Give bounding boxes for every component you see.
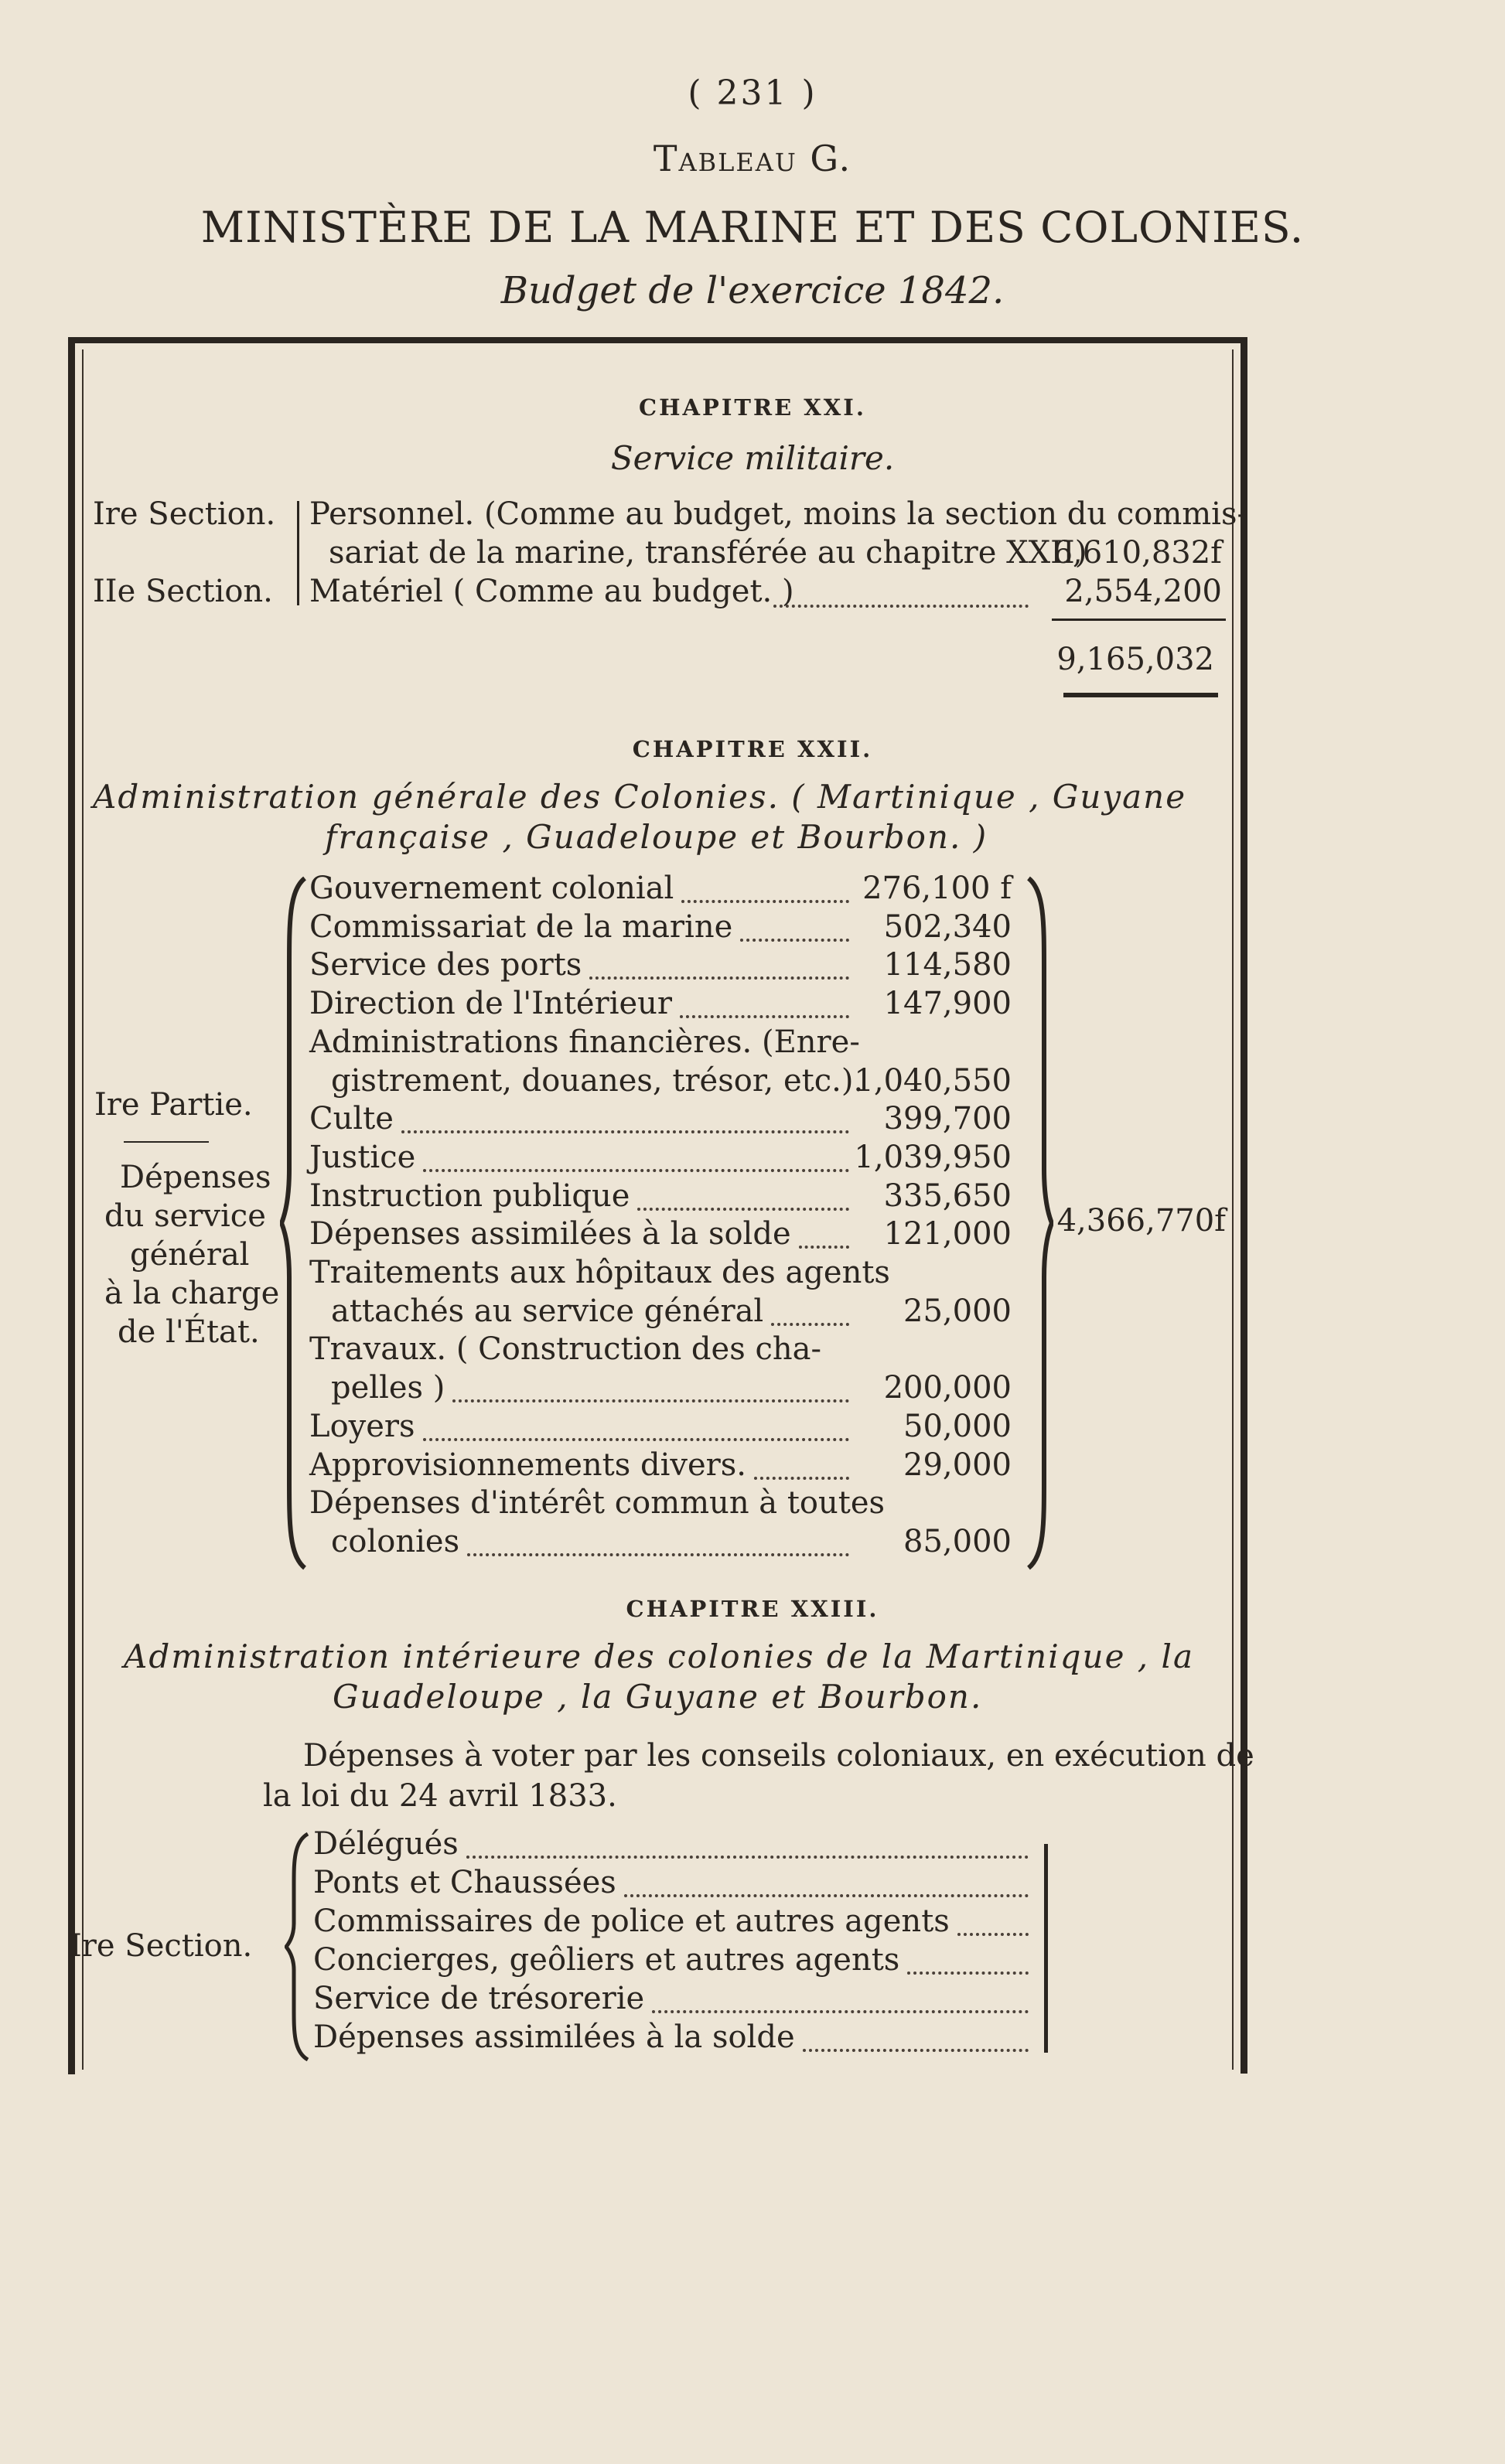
ch23-item-label: Délégués — [313, 1826, 459, 1862]
ch21-sum-rule — [1052, 619, 1226, 621]
ch23-left-brace — [285, 1831, 312, 2063]
ch22-item-label: colonies — [331, 1524, 460, 1559]
ch23-section-label: Ire Section. — [70, 1928, 253, 1964]
ch23-right-bracket — [1044, 1844, 1048, 2053]
ch22-part-desc-1: Dépenses — [120, 1160, 271, 1195]
ch22-part-desc-5: de l'État. — [118, 1314, 260, 1350]
ch22-item-label: Gouvernement colonial — [309, 871, 674, 906]
ch22-item-leader — [681, 900, 849, 903]
chapter-22-subtitle-1: Administration générale des Colonies. ( Martinique , Guyane — [93, 778, 1187, 816]
ch23-item-label: Dépenses assimilées à la solde — [313, 2019, 795, 2055]
ch22-item-label: Travaux. ( Construction des cha- — [309, 1331, 821, 1367]
ch22-item-label: attachés au service général — [331, 1293, 764, 1329]
ministry-title: MINISTÈRE DE LA MARINE ET DES COLONIES. — [200, 203, 1305, 252]
page-number: ( 231 ) — [688, 73, 817, 113]
ch22-item-value: 1,040,550 — [854, 1063, 1012, 1099]
ch22-item-label: Dépenses d'intérêt commun à toutes — [309, 1485, 886, 1521]
table-label: Tableau G. — [653, 138, 852, 179]
ch22-item-label: Approvisionnements divers. — [309, 1447, 746, 1483]
table-frame-left — [68, 339, 75, 2074]
ch22-item-value: 399,700 — [883, 1101, 1012, 1137]
ch23-item-leader — [957, 1933, 1029, 1936]
ch23-item-label: Concierges, geôliers et autres agents — [313, 1942, 900, 1978]
ch22-item-leader — [589, 976, 849, 980]
ch22-part-desc-3: général — [130, 1237, 250, 1273]
budget-title: Budget de l'exercice 1842. — [500, 269, 1005, 312]
ch22-item-label: Traitements aux hôpitaux des agents — [309, 1255, 890, 1290]
ch22-item-leader — [637, 1208, 849, 1211]
ch21-materiel-value: 2,554,200 — [1064, 574, 1222, 609]
ch21-materiel-leader — [773, 605, 1029, 608]
ch21-total-double-rule — [1063, 693, 1218, 697]
ch22-part-desc-2: du service — [104, 1198, 266, 1234]
chapter-22-subtitle-2: française , Guadeloupe et Bourbon. ) — [325, 818, 988, 856]
ch22-part-rule — [124, 1141, 209, 1143]
ch23-item-leader — [803, 2049, 1029, 2052]
ch22-item-label: pelles ) — [331, 1370, 445, 1406]
ch22-item-leader — [467, 1553, 849, 1556]
ch22-right-brace — [1022, 875, 1053, 1571]
ch22-item-leader — [680, 1015, 849, 1018]
ch22-item-value: 1,039,950 — [854, 1140, 1012, 1175]
table-frame-top — [68, 337, 1247, 343]
ch22-item-leader — [771, 1323, 849, 1326]
ch22-item-label: Commissariat de la marine — [309, 909, 733, 945]
ch22-item-value: 502,340 — [883, 909, 1012, 945]
ch22-item-value: 29,000 — [903, 1447, 1012, 1483]
ch22-item-value: 25,000 — [903, 1293, 1012, 1329]
ch21-section-2: IIe Section. — [93, 574, 273, 609]
ch22-item-leader — [452, 1399, 849, 1402]
ch23-item-leader — [652, 2010, 1029, 2013]
ch23-item-label: Service de trésorerie — [313, 1981, 645, 2016]
ch21-section-1: Ire Section. — [93, 496, 276, 532]
table-frame-inner-left — [82, 349, 84, 2070]
ch21-personnel-value: 6,610,832f — [1053, 535, 1222, 571]
ch22-item-value: 276,100 f — [862, 871, 1012, 906]
ch22-item-value: 121,000 — [883, 1216, 1012, 1252]
ch22-item-label: Loyers — [309, 1409, 415, 1444]
ch22-left-brace — [280, 875, 311, 1571]
chapter-23-title: CHAPITRE XXIII. — [626, 1596, 879, 1622]
ch22-item-value: 200,000 — [883, 1370, 1012, 1406]
chapter-23-intro-2: la loi du 24 avril 1833. — [263, 1778, 617, 1814]
table-frame-right — [1241, 342, 1247, 2074]
ch22-item-leader — [799, 1246, 849, 1249]
ch21-section-divider — [297, 501, 299, 605]
chapter-21-title: CHAPITRE XXI. — [639, 394, 866, 421]
table-frame-inner-right — [1232, 349, 1234, 2070]
ch22-item-leader — [740, 939, 849, 942]
ch21-materiel-label: Matériel ( Comme au budget. ) — [309, 574, 794, 609]
ch23-item-label: Ponts et Chaussées — [313, 1865, 616, 1900]
ch22-item-leader — [423, 1438, 849, 1441]
ch22-item-value: 85,000 — [903, 1524, 1012, 1559]
ch23-item-leader — [624, 1894, 1029, 1897]
ch23-item-leader — [466, 1856, 1029, 1859]
ch22-item-value: 335,650 — [883, 1178, 1012, 1214]
chapter-21-subtitle: Service militaire. — [610, 439, 895, 477]
ch22-item-leader — [401, 1130, 849, 1133]
ch23-item-label: Commissaires de police et autres agents — [313, 1903, 950, 1939]
ch21-total: 9,165,032 — [1056, 642, 1214, 677]
ch22-item-leader — [754, 1477, 849, 1480]
ch22-item-label: Instruction publique — [309, 1178, 630, 1214]
chapter-22-title: CHAPITRE XXII. — [632, 736, 873, 762]
ch22-item-label: Administrations financières. (Enre- — [309, 1024, 860, 1060]
ch22-item-label: Culte — [309, 1101, 394, 1137]
ch21-personnel-line1: Personnel. (Comme au budget, moins la section du commis- — [309, 496, 1248, 532]
ch22-item-leader — [423, 1169, 849, 1172]
ch22-item-value: 147,900 — [883, 986, 1012, 1021]
chapter-23-intro-1: Dépenses à voter par les conseils coloniaux, en exécution de — [303, 1738, 1254, 1774]
ch22-item-label: Justice — [309, 1140, 416, 1175]
chapter-23-subtitle-1: Administration intérieure des colonies de la Martinique , la — [124, 1638, 1194, 1675]
chapter-23-subtitle-2: Guadeloupe , la Guyane et Bourbon. — [333, 1678, 983, 1716]
ch21-personnel-line2: sariat de la marine, transférée au chapitre XXII) — [329, 535, 1087, 571]
ch22-item-label: Direction de l'Intérieur — [309, 986, 673, 1021]
ch22-item-value: 114,580 — [883, 947, 1012, 983]
ch22-item-label: Dépenses assimilées à la solde — [309, 1216, 791, 1252]
ch23-item-leader — [907, 1972, 1029, 1975]
ch22-item-label: gistrement, douanes, trésor, etc.). — [331, 1063, 864, 1099]
ch22-item-label: Service des ports — [309, 947, 582, 983]
ch22-total: 4,366,770f — [1056, 1203, 1226, 1239]
ch22-item-value: 50,000 — [903, 1409, 1012, 1444]
ch22-part-label: Ire Partie. — [94, 1087, 253, 1123]
ch22-part-desc-4: à la charge — [104, 1276, 280, 1311]
